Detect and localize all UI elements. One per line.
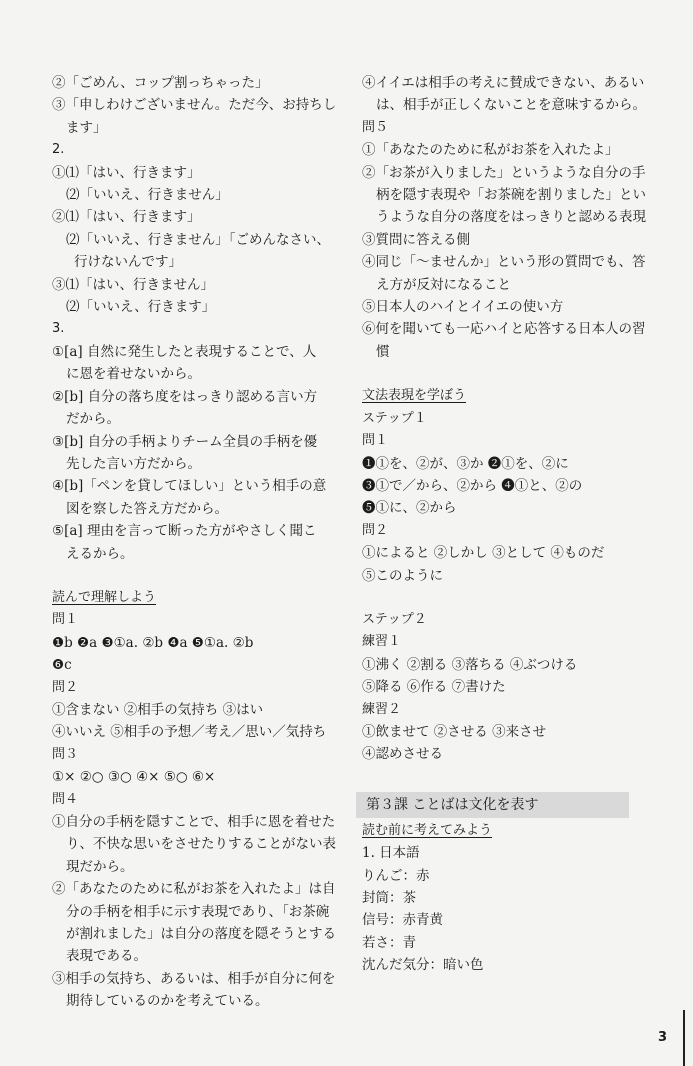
- section-heading: 練習２: [362, 701, 402, 717]
- answer-line: 柄を隠す表現や「お茶碗を割りました」とい: [376, 187, 646, 204]
- spacer: [362, 766, 640, 788]
- answer-line: 期待しているのかを考えている。: [66, 993, 269, 1010]
- answer-line: ③質問に答える側: [362, 231, 470, 248]
- answer-line: 表現である。: [66, 948, 147, 965]
- answer-line: だから。: [66, 411, 120, 428]
- answer-line: ②「ごめん、コップ割っちゃった」: [52, 75, 269, 91]
- section-heading: 問４: [52, 791, 79, 807]
- answer-line: ②「あなたのために私がお茶を入れたよ」は自: [52, 881, 336, 898]
- answer-line: ⑵「いいえ、行きます」: [66, 299, 216, 316]
- answer-line: ます」: [66, 119, 107, 136]
- answer-line: ①によると ②しかし ③として ④ものだ: [362, 545, 605, 562]
- answer-line: 分の手柄を相手に示す表現であり、「お茶碗: [66, 903, 330, 920]
- answer-line: ④認めさせる: [362, 746, 443, 763]
- answer-line: ⑤降る ⑥作る ⑦書けた: [362, 679, 506, 696]
- answer-line: ⑵「いいえ、行きません」: [66, 187, 229, 204]
- answer-line: ⑥何を聞いても一応ハイと応答する日本人の習: [362, 321, 646, 338]
- answer-line: うような自分の落度をはっきりと認める表現: [376, 209, 646, 226]
- right-answers-upper: [362, 72, 646, 788]
- answer-line: ①飲ませて ②させる ③来させ: [362, 723, 547, 740]
- answer-line: 慣: [376, 343, 390, 360]
- answer-line: ④イイエは相手の考えに賛成できない、あるい: [362, 75, 645, 91]
- section-heading: 練習１: [362, 634, 402, 650]
- section-heading: 3.: [52, 321, 65, 337]
- page-edge-bar: [683, 1010, 685, 1066]
- section-heading: 問３: [52, 746, 79, 762]
- answer-line: ④いいえ ⑤相手の予想／考え／思い／気持ち: [52, 724, 327, 741]
- answer-line: ❺①に、②から: [362, 500, 457, 517]
- answer-line: ③[b] 自分の手柄よりチーム全員の手柄を優: [52, 433, 318, 450]
- answer-line: が割れました」は自分の落度を隠そうとする: [66, 926, 336, 943]
- answer-line: ❸①で／から、②から ❹①と、②の: [362, 477, 583, 494]
- answer-line: ①「あなたのために私がお茶を入れたよ」: [362, 142, 619, 159]
- spacer: [362, 587, 640, 609]
- answer-line: え方が反対になること: [376, 276, 511, 293]
- spacer: [362, 363, 640, 385]
- section-heading: 読む前に考えてみよう: [362, 822, 493, 838]
- answer-line: に恩を着せないから。: [66, 366, 201, 383]
- answer-line: りんご：赤: [362, 867, 430, 884]
- section-heading: 読んで理解しよう: [52, 589, 157, 605]
- answer-line: は、相手が正しくないことを意味するから。: [376, 97, 646, 114]
- answer-line: 沈んだ気分：暗い色: [362, 957, 484, 974]
- lesson-title: 第３課 ことばは文化を表す: [356, 792, 629, 818]
- section-heading: 問２: [362, 522, 389, 538]
- answer-line: ①[a] 自然に発生したと表現することで、人: [52, 343, 317, 360]
- section-heading: 文法表現を学ぼう: [362, 388, 467, 404]
- answer-line: 先した言い方だから。: [66, 455, 201, 472]
- answer-line: ②「お茶が入りました」というような自分の手: [362, 164, 646, 181]
- section-heading: 問１: [52, 612, 79, 628]
- section-heading: 問５: [362, 119, 389, 135]
- answer-line: えるから。: [66, 545, 134, 562]
- answer-line: ❻c: [52, 657, 72, 674]
- answer-line: ③⑴「はい、行きません」: [52, 276, 214, 293]
- answer-line: 封筒：茶: [362, 890, 416, 906]
- section-heading: 2.: [52, 142, 65, 158]
- answer-line: ⑤[a] 理由を言って断った方がやさしく聞こ: [52, 523, 317, 540]
- answer-line: ①× ②○ ③○ ④× ⑤○ ⑥×: [52, 769, 216, 786]
- page-number: 3: [658, 1030, 668, 1045]
- answer-line: ①含まない ②相手の気持ち ③はい: [52, 701, 264, 718]
- answer-line: ③相手の気持ち、あるいは、相手が自分に何を: [52, 970, 336, 987]
- section-heading: ステップ１: [362, 410, 427, 426]
- answer-line: ①⑴「はい、行きます」: [52, 164, 201, 181]
- answer-line: ①自分の手柄を隠すことで、相手に恩を着せた: [52, 814, 336, 830]
- answer-line: ❶①を、②が、③か ❷①を、②に: [362, 455, 569, 472]
- answer-line: 図を察した答え方だから。: [66, 500, 228, 517]
- answer-line: ①沸く ②割る ③落ちる ④ぶつける: [362, 656, 578, 673]
- answer-line: ④同じ「～ませんか」という形の質問でも、答: [362, 254, 646, 271]
- section-heading: 問１: [362, 433, 389, 449]
- right-column: [362, 72, 646, 977]
- left-column: [52, 72, 352, 1013]
- section-heading: 問２: [52, 679, 79, 695]
- answer-line: り、不快な思いをさせたりすることがない表: [66, 836, 336, 853]
- answer-line: ③「申しわけございません。ただ今、お持ちし: [52, 97, 337, 114]
- answer-line: 現だから。: [66, 858, 134, 875]
- answer-line: ②⑴「はい、行きます」: [52, 209, 201, 226]
- spacer: [52, 565, 352, 587]
- answer-line: ⑤このように: [362, 567, 443, 584]
- answer-line: 行けないんです」: [74, 254, 182, 271]
- answer-line: 若さ：青: [362, 934, 416, 951]
- right-answers-lower: [362, 820, 640, 977]
- section-heading: ステップ２: [362, 611, 427, 627]
- answer-line: 1. 日本語: [362, 845, 420, 862]
- answer-line: 信号：赤青黄: [362, 912, 443, 929]
- answer-line: ④[b]「ペンを貸してほしい」という相手の意: [52, 478, 327, 495]
- answer-line: ⑵「いいえ、行きません」「ごめんなさい、: [66, 231, 331, 248]
- answer-line: ❶b ❷a ❸①a. ②b ❹a ❺①a. ②b: [52, 634, 254, 651]
- answer-line: ②[b] 自分の落ち度をはっきり認める言い方: [52, 388, 318, 405]
- answer-line: ⑤日本人のハイとイイエの使い方: [362, 299, 564, 316]
